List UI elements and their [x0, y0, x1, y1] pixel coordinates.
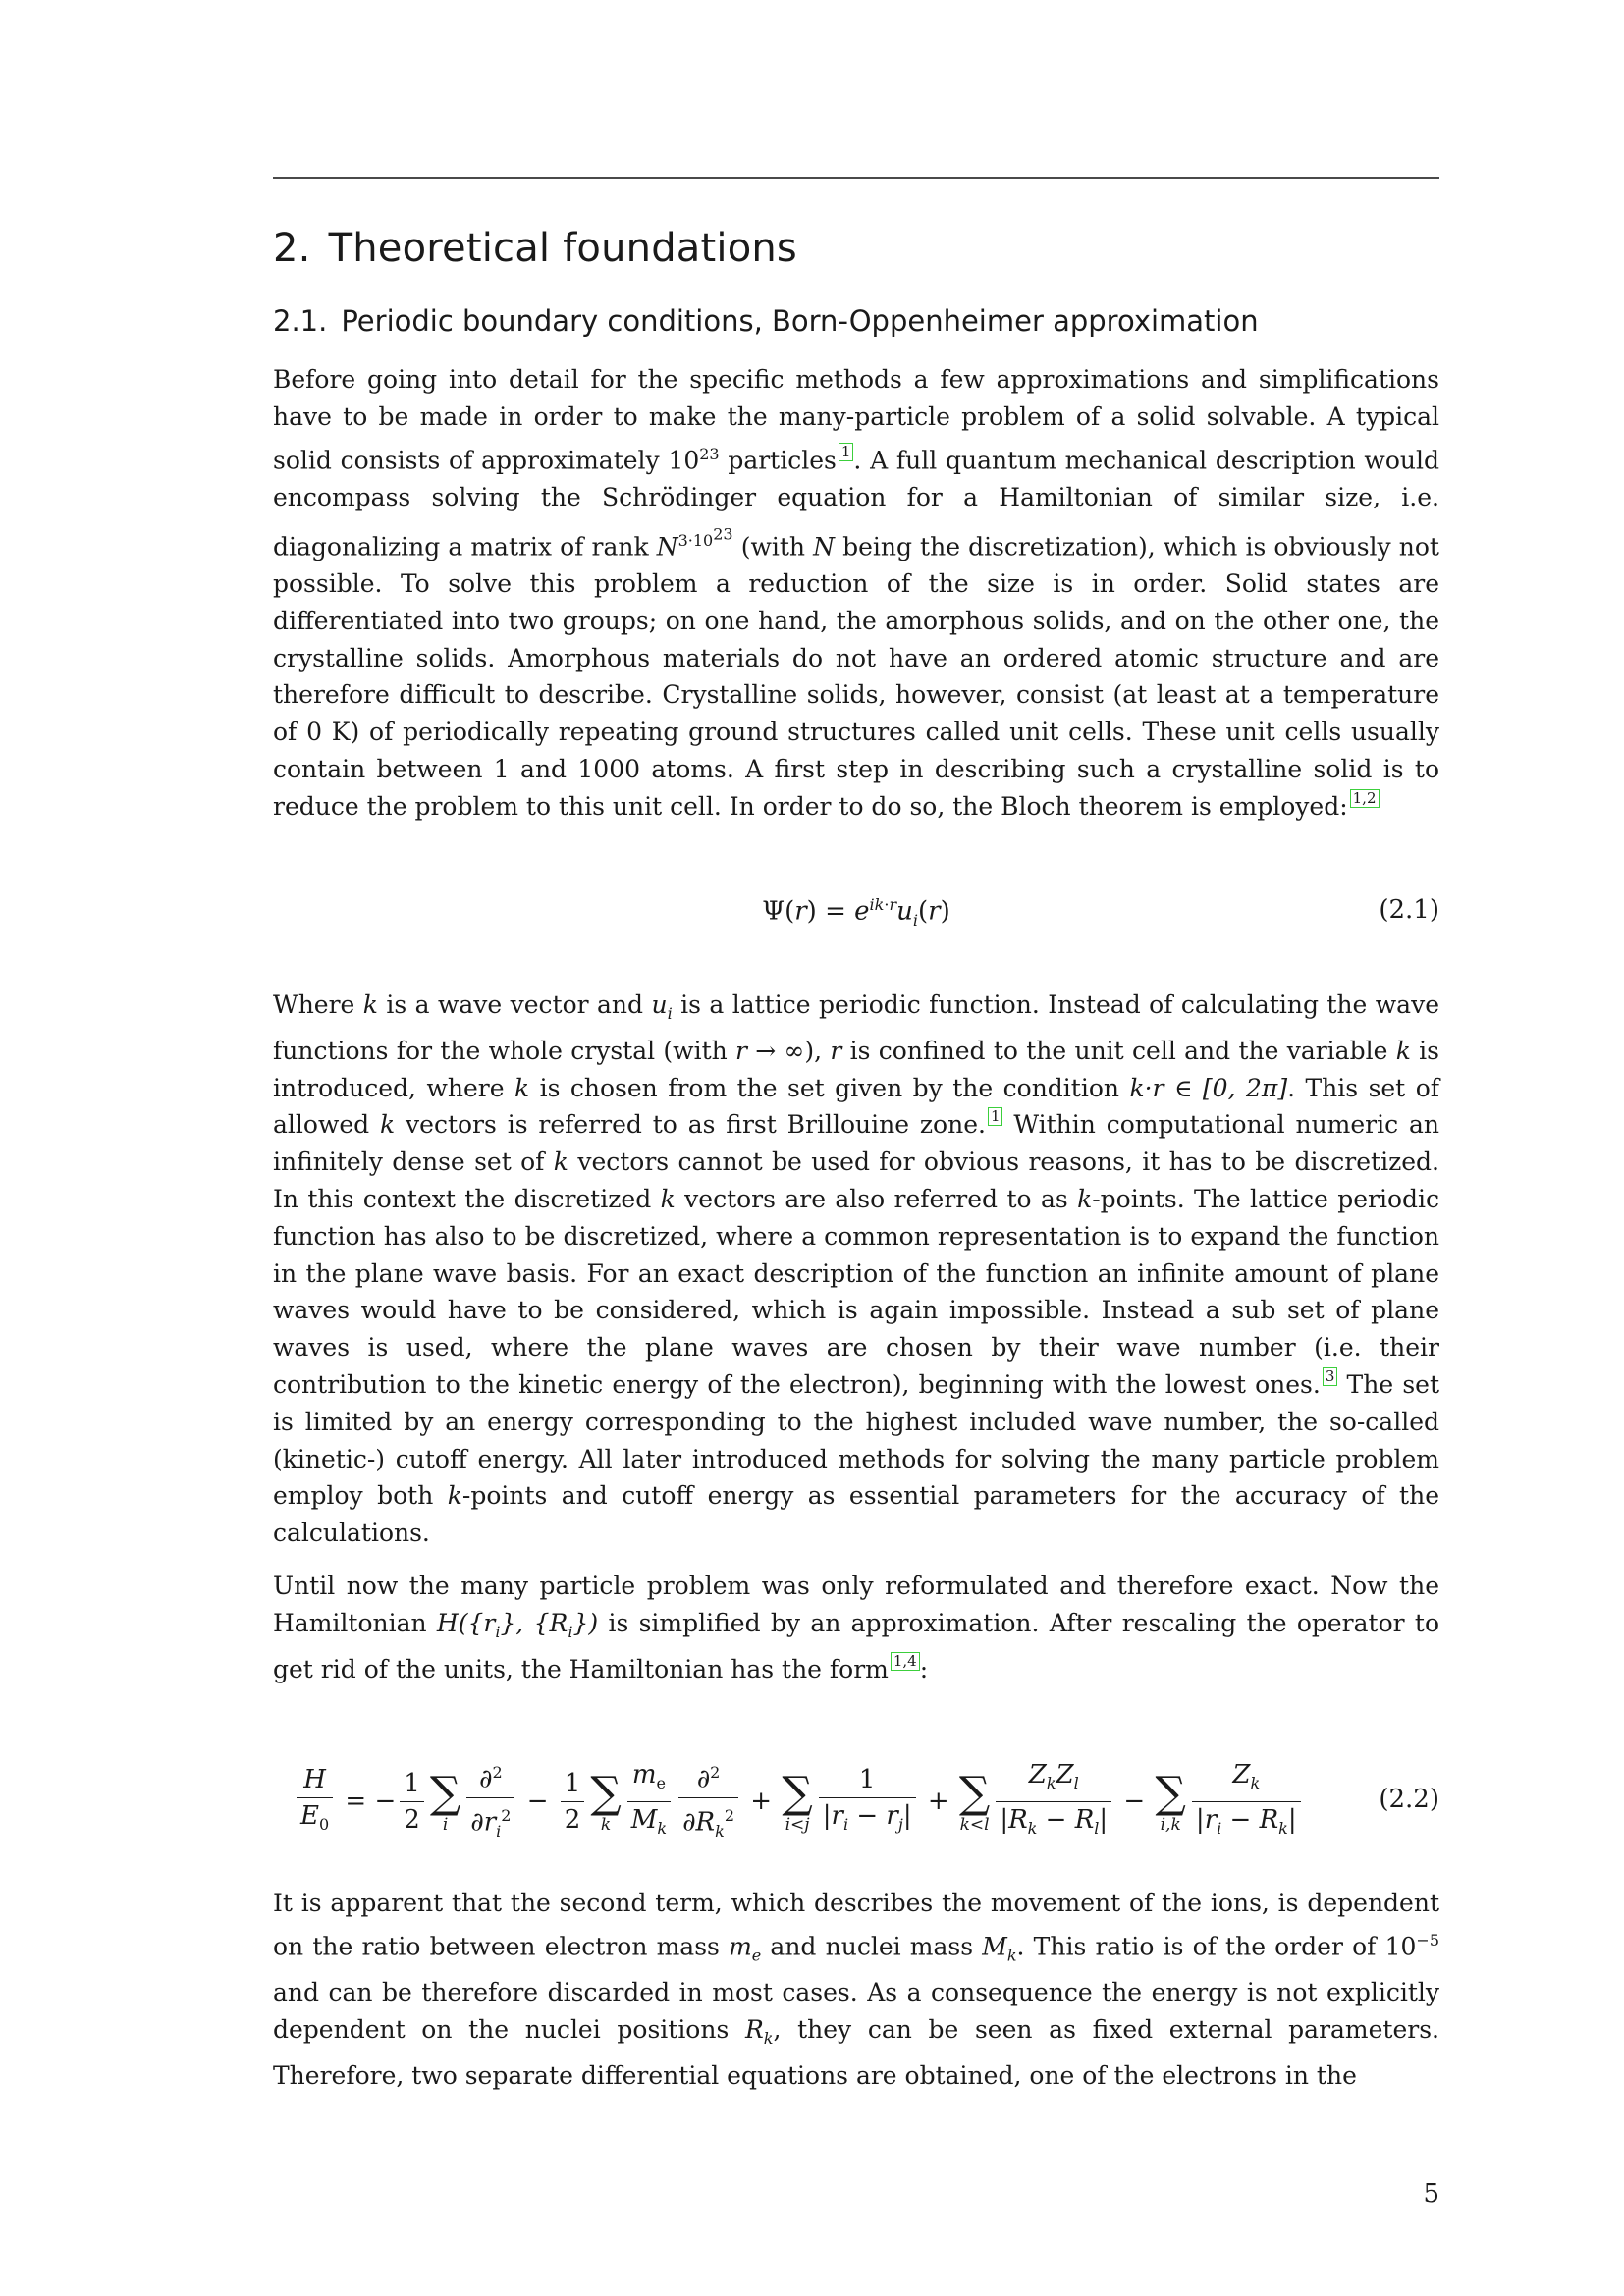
- page-number: 5: [1423, 2179, 1439, 2209]
- equation-body: $\Psi(r) = e^{ik\cdot r}u_i(r)$: [762, 895, 950, 930]
- chapter-number: 2.: [273, 226, 311, 271]
- citation-link[interactable]: 1,4: [891, 1652, 920, 1671]
- equation-number: (2.2): [1379, 1785, 1439, 1814]
- chapter-heading: [273, 226, 797, 271]
- equation-2-2: [273, 1755, 1439, 1853]
- equation-body: $\frac{H}{E_0}$ = − $\frac{1}{2}$ ∑ i $\frac{\partial^2}{\partial r_i^2}$ − $\frac{1}{2}$ ∑ k $\frac{m_e}{M_k}$ $\frac{\partial^2}{\partial R_k^2}$ + ∑ i<j $\frac{1}{|r_i - r_j|}$ + ∑ k<l $\frac{Z_kZ_l}{|R_k - R_l|}$ − ∑ i,k $\frac{Z_k}{|r_i - R_k|}$: [293, 1755, 1439, 1849]
- paragraph-bloch: Where k is a wave vector and $u_i$ is a lattice periodic function. Instead of calculating the wave functions for the whole crystal (with r → ∞), r is confined to the unit cell and the variable k is introduced, where k is chosen from the set given by the condition k·r ∈ [0, 2π]. This set of allowed k vectors is referred to as first Brillouine zone. 1 Within computational numeric an infinitely dense set of k vectors cannot be used for obvious reasons, it has to be discretized. In this context the discretized k vectors are also referred to as k-points. The lattice periodic function has also to be discretized, where a common representation is to expand the function in the plane wave basis. For an exact description of the function an infinite amount of plane waves would have to be considered, which is again impossible. Instead a sub set of plane waves is used, where the plane waves are chosen by their wave number (i.e. their contribution to the kinetic energy of the electron), beginning with the lowest ones. 3 The set is limited by an energy corresponding to the highest included wave number, the so-called (kinetic-) cutoff energy. All later introduced methods for solving the many particle problem employ both k-points and cutoff energy as essential parameters for the accuracy of the calculations.: [273, 990, 1439, 1548]
- section-number: 2.1.: [273, 304, 328, 338]
- chapter-title: Theoretical foundations: [328, 226, 797, 271]
- equation-2-1: [273, 895, 1439, 934]
- citation-link[interactable]: 1,2: [1350, 789, 1380, 808]
- header-rule: [273, 177, 1439, 179]
- citation-link[interactable]: 1: [988, 1107, 1003, 1126]
- section-title: Periodic boundary conditions, Born-Oppenheimer approximation: [341, 304, 1259, 338]
- equation-number: (2.1): [1379, 895, 1439, 925]
- section-heading: [273, 304, 1259, 338]
- paragraph-intro: Before going into detail for the specific methods a few approximations and simplifications have to be made in order to make the many-particle problem of a solid solvable. A typical solid consists of approximately $10^{23}$ particles 1 . A full quantum mechanical description would encompass solving the Schrödinger equation for a Hamiltonian of similar size, i.e. diagonalizing a matrix of rank $N^{3\cdot 10^{23}}$ (with N being the discretization), which is obviously not possible. To solve this problem a reduction of the size is in order. Solid states are differentiated into two groups; on one hand, the amorphous solids, and on the other one, the crystalline solids. Amorphous materials do not have an ordered atomic structure and are therefore difficult to describe. Crystalline solids, however, consist (at least at a temperature of 0 K) of periodically repeating ground structures called unit cells. These unit cells usually contain between 1 and 1000 atoms. A first step in describing such a crystalline solid is to reduce the problem to this unit cell. In order to do so, the Bloch theorem is employed: 1,2: [273, 365, 1439, 821]
- citation-link[interactable]: 3: [1323, 1367, 1338, 1386]
- paragraph-hamiltonian: Until now the many particle problem was only reformulated and therefore exact. Now the Hamiltonian $H(\{r_i\}$, $\{R_i\}$) is simplified by an approximation. After rescaling the operator to get rid of the units, the Hamiltonian has the form 1,4 :: [273, 1572, 1439, 1683]
- paragraph-born-oppenheimer: It is apparent that the second term, which describes the movement of the ions, is dependent on the ratio between electron mass $m_e$ and nuclei mass $M_k$. This ratio is of the order of $10^{-5}$ and can be therefore discarded in most cases. As a consequence the energy is not explicitly dependent on the nuclei positions $R_k$, they can be seen as fixed external parameters. Therefore, two separate differential equations are obtained, one of the electrons in the: [273, 1889, 1439, 2090]
- citation-link[interactable]: 1: [839, 443, 854, 461]
